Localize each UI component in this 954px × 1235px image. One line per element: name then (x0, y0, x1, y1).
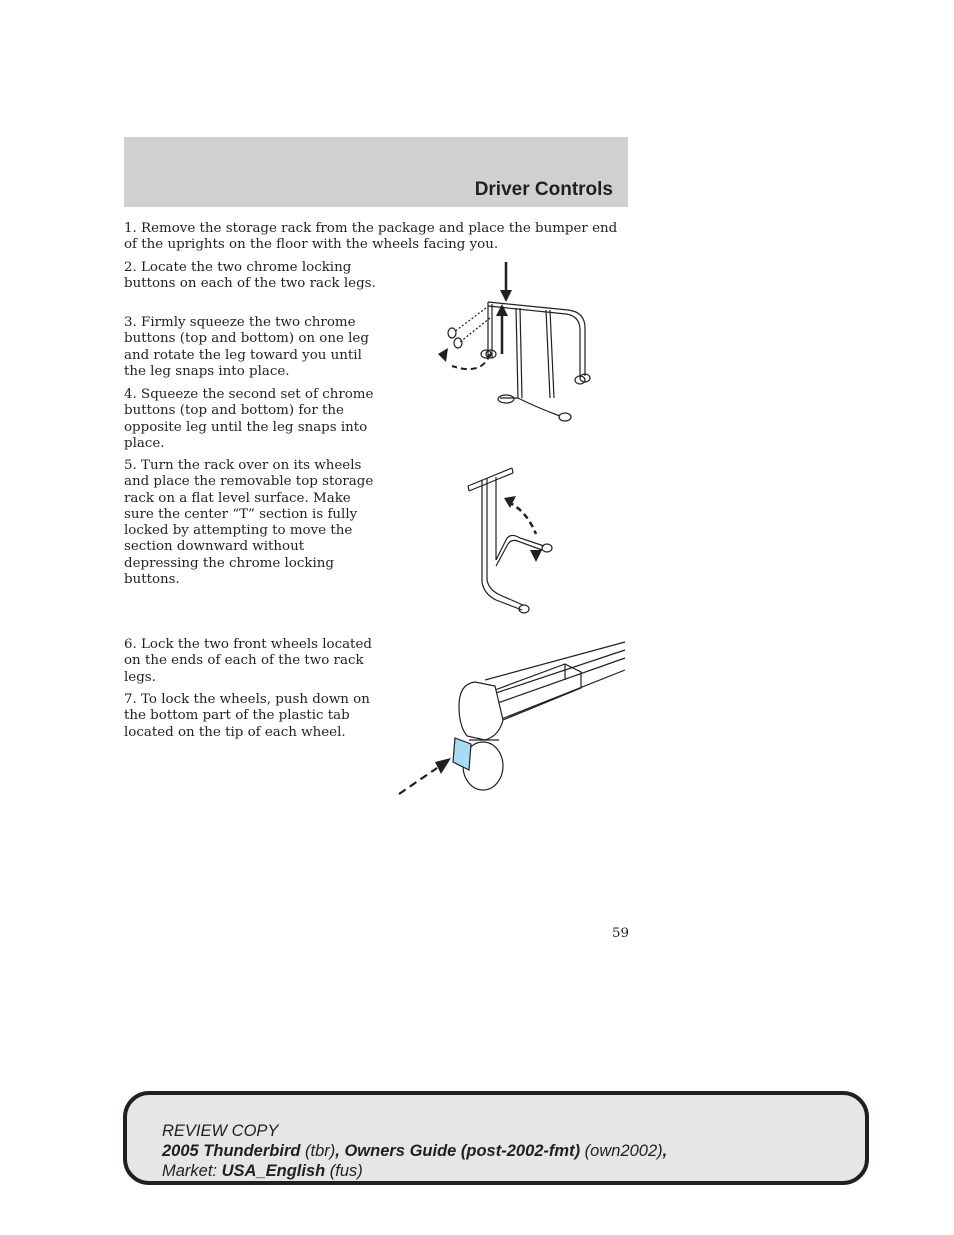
step-2: 2. Locate the two chrome locking buttons on each of the two rack legs. (124, 260, 376, 292)
rack-leg-fold-illustration (430, 258, 600, 428)
review-copy-label: REVIEW COPY (162, 1122, 279, 1140)
step-7: 7. To lock the wheels, push down on the bottom part of the plastic tab located on the tip of each wheel. (124, 692, 370, 740)
model-name: 2005 Thunderbird (162, 1142, 301, 1160)
page-number: 59 (612, 926, 630, 941)
model-code: (tbr) (300, 1142, 336, 1160)
document-info-line (162, 1141, 667, 1161)
step-4: 4. Squeeze the second set of chrome buttons (top and bottom) for the opposite leg until the leg snaps into place. (124, 387, 374, 451)
market-line (162, 1161, 667, 1181)
guide-code: (own2002) (580, 1142, 663, 1160)
market-code: (fus) (325, 1162, 363, 1180)
review-copy-box (123, 1091, 869, 1185)
step-3: 3. Firmly squeeze the two chrome buttons (top and bottom) on one leg and rotate the leg toward you until the leg snaps into place. (124, 315, 369, 379)
step-6: 6. Lock the two front wheels located on the ends of each of the two rack legs. (124, 637, 372, 685)
guide-separator: , (662, 1142, 668, 1160)
step-5: 5. Turn the rack over on its wheels and place the removable top storage rack on a flat level surface. Make sure the center “T” section is fully locked by attempting to move the section downward without depressing the chrome locking buttons. (124, 458, 374, 588)
wheel-lock-illustration (395, 640, 629, 800)
guide-name: , Owners Guide (post-2002-fmt) (335, 1142, 581, 1160)
t-section-illustration (460, 462, 570, 622)
step-1: 1. Remove the storage rack from the package and place the bumper end of the uprights on the floor with the wheels facing you. (124, 221, 618, 253)
section-title: Driver Controls (474, 179, 613, 200)
market-label: Market: (162, 1162, 222, 1180)
section-header (124, 137, 628, 207)
market-name: USA_English (221, 1162, 326, 1180)
